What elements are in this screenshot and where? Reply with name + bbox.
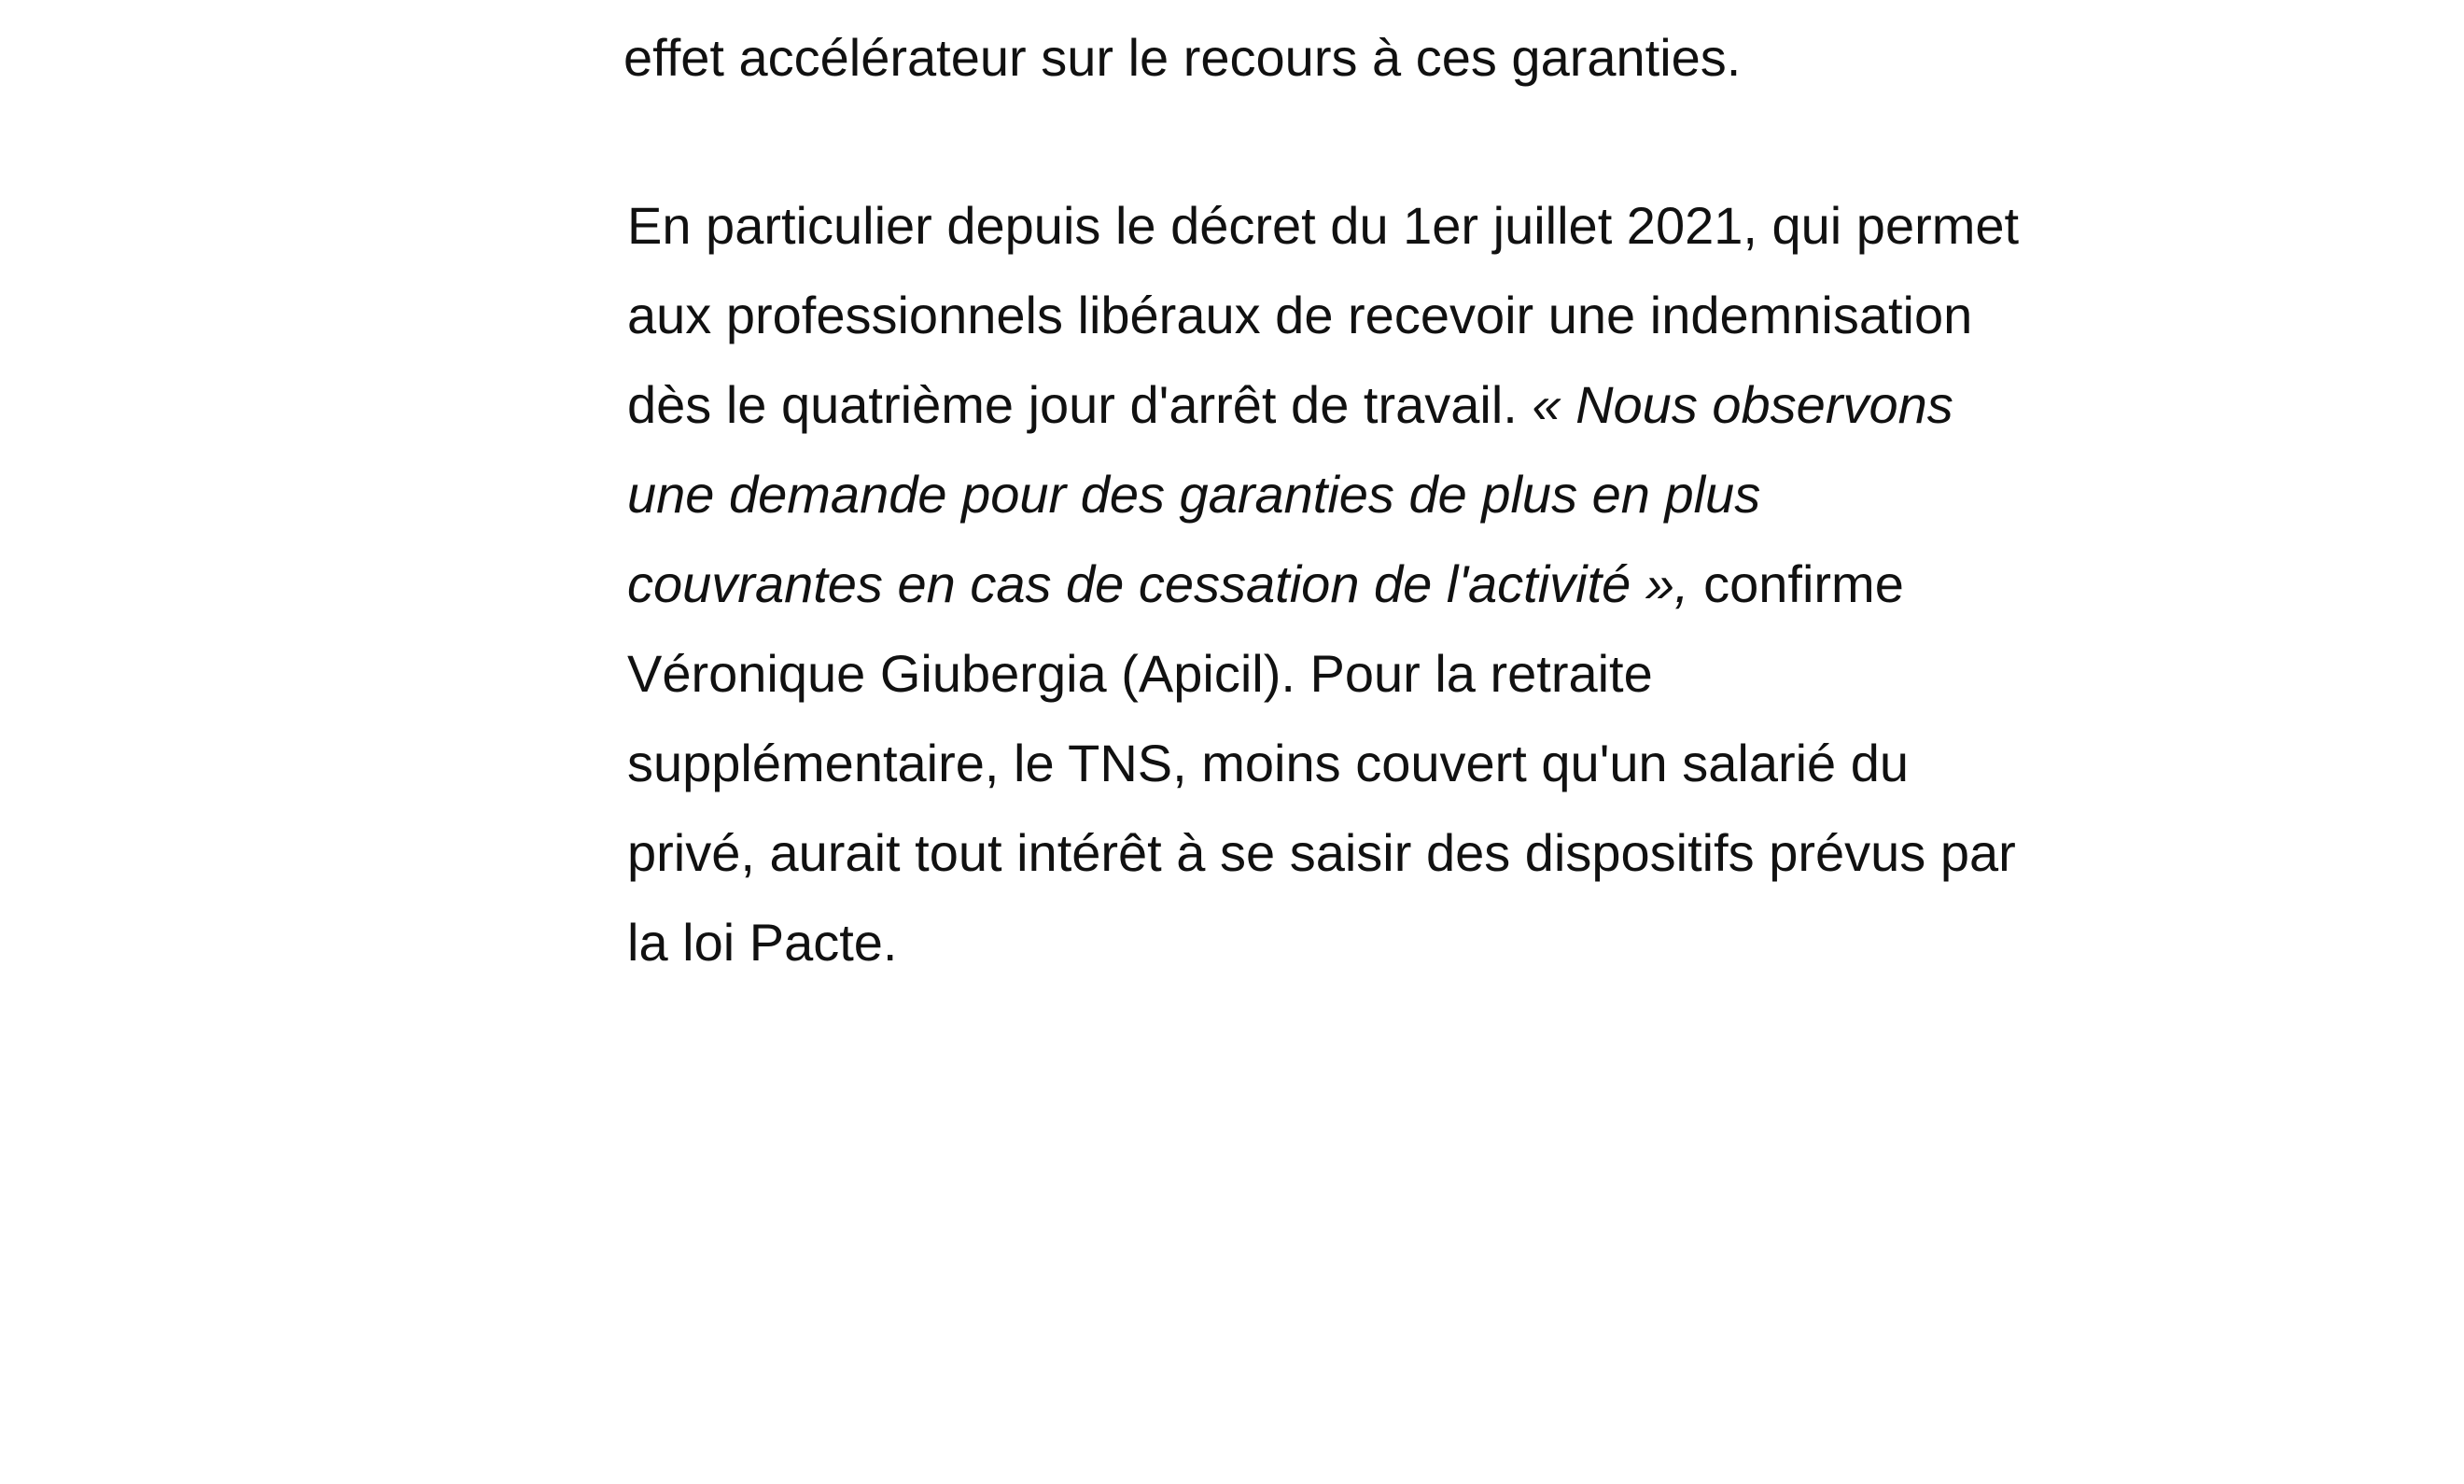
paragraph-intro-text: En particulier depuis le décret du 1er juillet 2021, qui permet aux professionnels libéraux de recevoir une indemnisation dès le quatrième jour d'arrêt de travail. [627, 196, 2020, 434]
paragraph-outro-text: confirme Véronique Giubergia (Apicil). Pour la retraite supplémentaire, le TNS, moins couvert qu'un salarié du privé, aurait tout intérêt à se saisir des dispositifs prévus par la loi Pacte. [627, 554, 2016, 972]
paragraph-tns-coverage [623, 181, 2023, 987]
quote-veronique-giubergia: « Nous observons une demande pour des garanties de plus en plus couvrantes en cas de cessation de l'activité », [627, 375, 1953, 613]
article-body [623, 13, 2023, 987]
paragraph-continuation: effet accélérateur sur le recours à ces garanties. [623, 28, 1742, 87]
